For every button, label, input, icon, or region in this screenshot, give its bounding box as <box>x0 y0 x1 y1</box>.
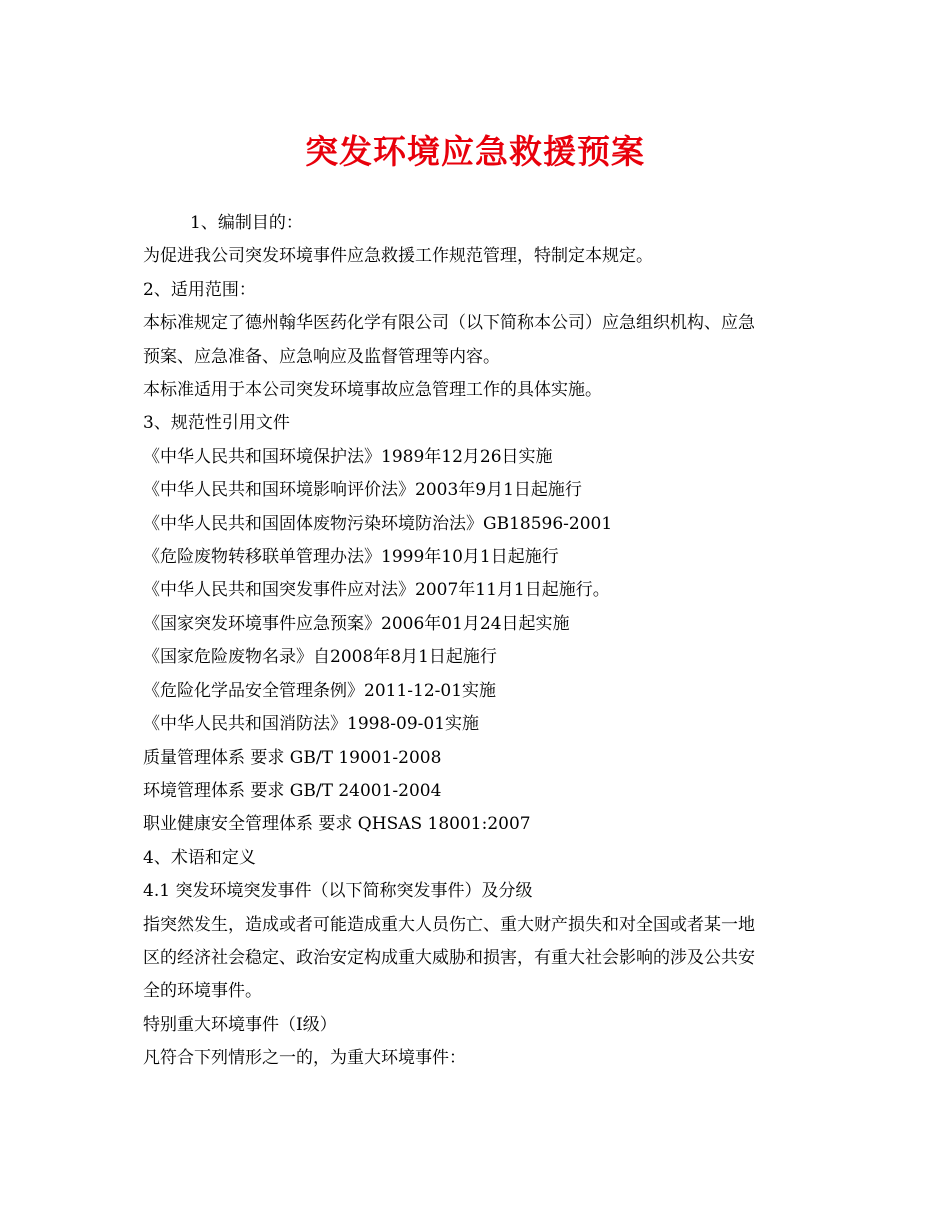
reference-item: 质量管理体系 要求 GB/T 19001-2008 <box>143 747 442 768</box>
section-heading-references: 3、规范性引用文件 <box>143 413 290 434</box>
reference-item: 《中华人民共和国环境保护法》1989年12月26日实施 <box>143 446 553 467</box>
reference-item: 《中华人民共和国环境影响评价法》2003年9月1日起施行 <box>143 480 582 501</box>
reference-item: 《国家突发环境事件应急预案》2006年01月24日起实施 <box>143 613 570 634</box>
section-heading-terms: 4、术语和定义 <box>143 847 256 868</box>
reference-item: 《中华人民共和国消防法》1998-09-01实施 <box>143 714 480 735</box>
paragraph-line: 预案、应急准备、应急响应及监督管理等内容。 <box>143 346 500 367</box>
document-title: 突发环境应急救援预案 <box>305 132 645 171</box>
paragraph-line: 本标准适用于本公司突发环境事故应急管理工作的具体实施。 <box>143 380 602 401</box>
paragraph-line: 指突然发生，造成或者可能造成重大人员伤亡、重大财产损失和对全国或者某一地 <box>143 914 755 935</box>
paragraph-line: 凡符合下列情形之一的，为重大环境事件： <box>143 1048 466 1069</box>
reference-item: 职业健康安全管理体系 要求 QHSAS 18001:2007 <box>143 814 531 835</box>
paragraph-line: 区的经济社会稳定、政治安定构成重大威胁和损害，有重大社会影响的涉及公共安 <box>143 947 755 968</box>
subsection-heading: 4.1 突发环境突发事件（以下简称突发事件）及分级 <box>143 881 533 902</box>
document-body <box>143 207 823 1076</box>
paragraph-line: 全的环境事件。 <box>143 981 262 1002</box>
reference-item: 《中华人民共和国突发事件应对法》2007年11月1日起施行。 <box>143 580 610 601</box>
reference-item: 《危险化学品安全管理条例》2011-12-01实施 <box>143 680 497 701</box>
paragraph-line: 本标准规定了德州翰华医药化学有限公司（以下简称本公司）应急组织机构、应急 <box>143 313 755 334</box>
reference-item: 《中华人民共和国固体废物污染环境防治法》GB18596-2001 <box>143 513 613 534</box>
section-heading-scope: 2、适用范围： <box>143 279 256 300</box>
section-heading-purpose: 1、编制目的： <box>190 213 303 233</box>
reference-item: 《危险废物转移联单管理办法》1999年10月1日起施行 <box>143 547 559 568</box>
paragraph-line: 为促进我公司突发环境事件应急救援工作规范管理，特制定本规定。 <box>143 246 653 267</box>
reference-item: 环境管理体系 要求 GB/T 24001-2004 <box>143 780 442 801</box>
paragraph-line: 特别重大环境事件（Ⅰ级） <box>143 1014 337 1035</box>
reference-item: 《国家危险废物名录》自2008年8月1日起施行 <box>143 647 497 668</box>
